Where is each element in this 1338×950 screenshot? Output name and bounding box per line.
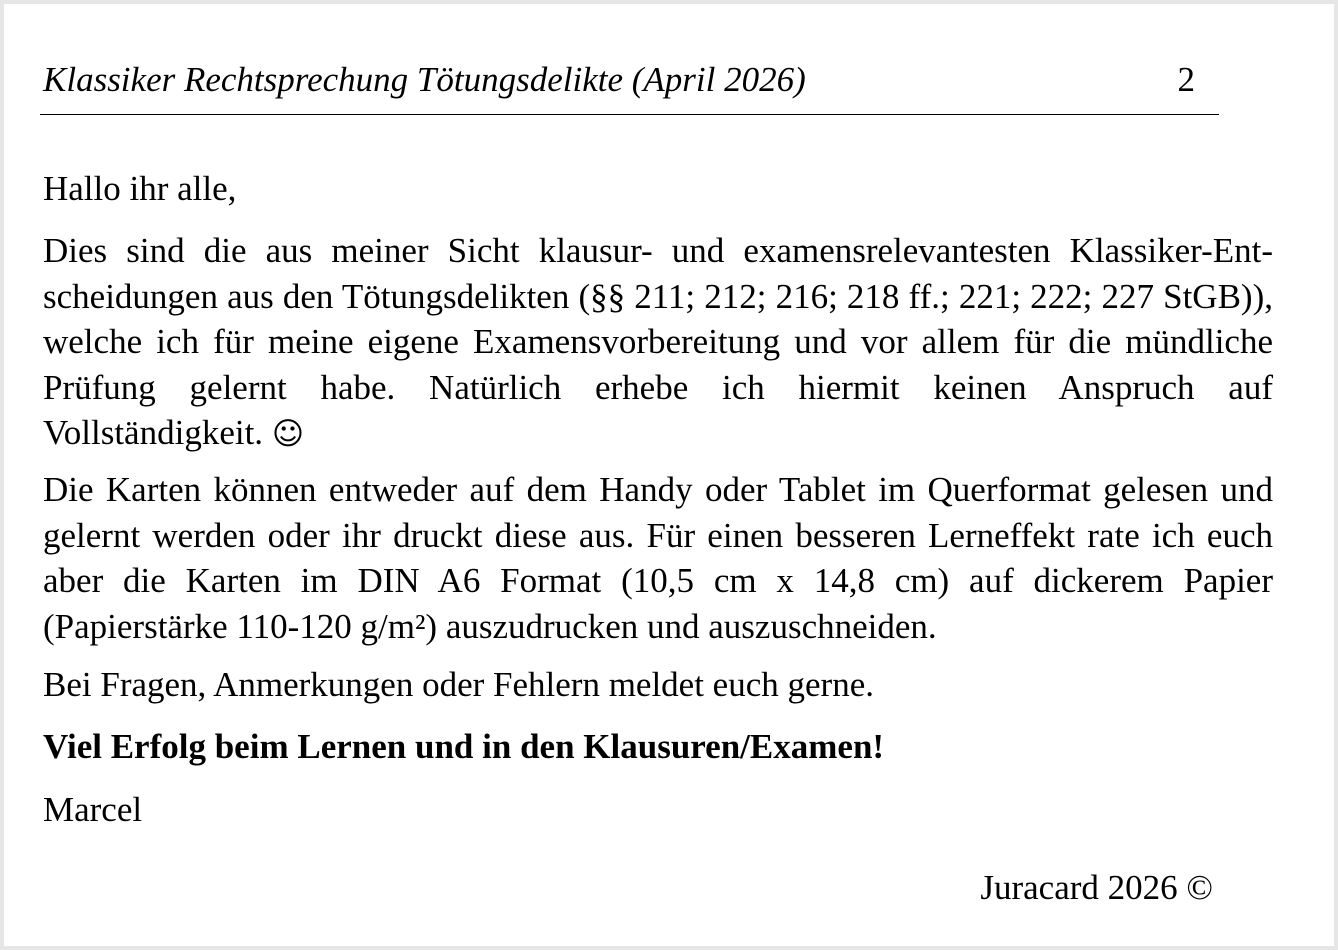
smiley-icon: ☺	[271, 416, 305, 452]
signature: Marcel	[43, 790, 143, 829]
intro-paragraph-text: Dies sind die aus meiner Sicht klausur- und examensrelevantesten Klassiker-Ent-scheidungen aus den Tötungsdelikten (§§ 211; 212; 216; 218 ff.; 221; 222; 227 StGB)), welche ich für meine eigene Examensvorbereitung und vor allem für die mündliche Prüfung gelernt habe. Natürlich erhebe ich hiermit keinen Anspruch auf Vollständigkeit.	[43, 231, 1273, 452]
intro-paragraph	[43, 228, 1273, 458]
closing-wish: Viel Erfolg beim Lernen und in den Klausuren/Examen!	[43, 727, 885, 766]
copyright-footer: Juracard 2026 ©	[980, 868, 1213, 907]
print-instructions-paragraph: Die Karten können entweder auf dem Handy oder Tablet im Querformat gelesen und gelernt werden oder ihr druckt diese aus. Für einen besseren Lerneffekt rate ich euch aber die Karten im DIN A6 Format (10,5 cm x 14,8 cm) auf dickerem Papier (Papierstärke 110-120 g/m²) auszudrucken und auszuschneiden.	[43, 470, 1273, 646]
questions-line: Bei Fragen, Anmerkungen oder Fehlern meldet euch gerne.	[43, 665, 874, 704]
header-title: Klassiker Rechtsprechung Tötungsdelikte (April 2026)	[43, 60, 806, 99]
greeting: Hallo ihr alle,	[43, 169, 237, 208]
page-header	[40, 58, 1219, 115]
page-number: 2	[1177, 60, 1195, 99]
document-page	[4, 4, 1334, 946]
